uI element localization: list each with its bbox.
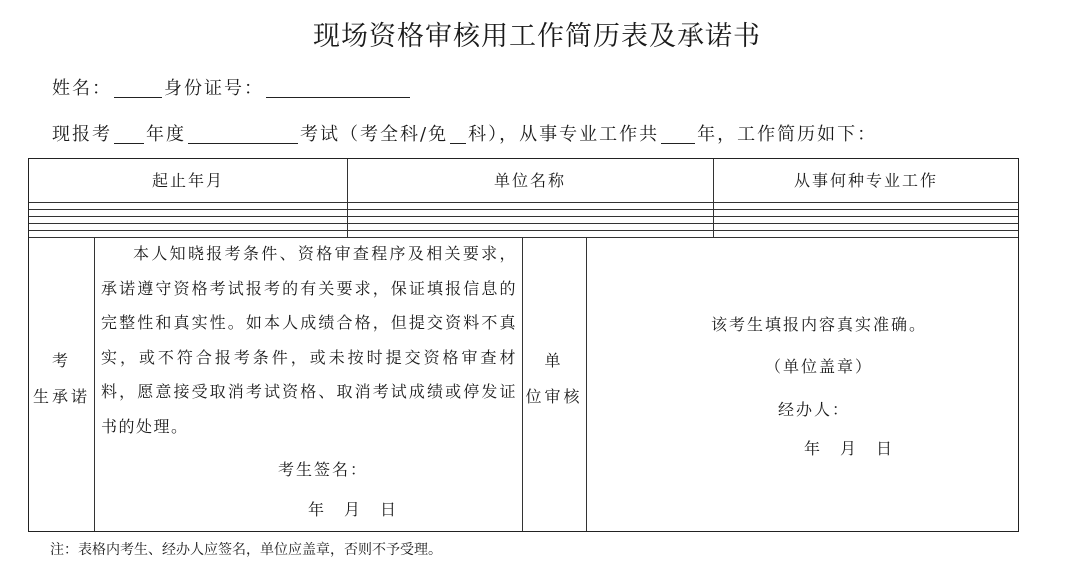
- unit-review-date: 年 月 日: [803, 439, 894, 458]
- promise-label-divider: [94, 237, 95, 531]
- candidate-sign-date: 年 月 日: [307, 500, 398, 519]
- resume-intro: 年，工作简历如下：: [697, 124, 878, 145]
- header-period: 起止年月: [151, 171, 224, 190]
- exempt-subject-blank[interactable]: [450, 125, 466, 144]
- resume-work-type-cells[interactable]: [713, 202, 1019, 237]
- header-work-type: 从事何种专业工作: [793, 171, 938, 190]
- year-word: 年度: [146, 124, 186, 145]
- candidate-signature-label: 考生签名：: [277, 460, 368, 479]
- unit-label-divider: [586, 237, 587, 531]
- unit-review-label: 单 位审核: [525, 351, 583, 406]
- exam-name-blank[interactable]: [188, 125, 298, 144]
- id-number-label: 身份证号：: [164, 78, 264, 99]
- resume-promise-table: [28, 158, 1019, 532]
- unit-handler-label: 经办人：: [777, 400, 850, 419]
- exam-scope-label: 考试（考全科/免: [300, 124, 449, 145]
- exam-info-line: [52, 120, 877, 146]
- candidate-promise-text: 本人知晓报考条件、资格审查程序及相关要求，承诺遵守资格考试报考的有关要求，保证填报信息的完整性和真实性。如本人成绩合格，但提交资料不真实，或不符合报考条件，或未按时提交资格审查材料，愿意接受取消考试资格、取消考试成绩或停发证书的处理。: [101, 244, 517, 436]
- name-label: 姓名：: [52, 78, 112, 99]
- resume-employer-cells[interactable]: [347, 202, 713, 237]
- resume-period-cells[interactable]: [29, 202, 347, 237]
- unit-seal-text: （单位盖章）: [764, 357, 873, 376]
- header-employer: 单位名称: [493, 171, 566, 190]
- work-years-label: 科），从事专业工作共: [468, 124, 660, 145]
- id-number-blank[interactable]: [266, 79, 410, 98]
- footnote: 注：表格内考生、经办人应签名，单位应盖章，否则不予受理。: [50, 542, 442, 558]
- work-years-blank[interactable]: [661, 125, 695, 144]
- unit-confirm-text: 该考生填报内容真实准确。: [710, 315, 927, 334]
- page-title: 现场资格审核用工作简历表及承诺书: [313, 21, 761, 52]
- apply-prefix: 现报考: [52, 124, 112, 145]
- candidate-promise-label: 考 生承诺: [32, 351, 90, 406]
- applicant-info-line: [52, 74, 412, 100]
- name-blank[interactable]: [114, 79, 162, 98]
- exam-year-blank[interactable]: [114, 125, 144, 144]
